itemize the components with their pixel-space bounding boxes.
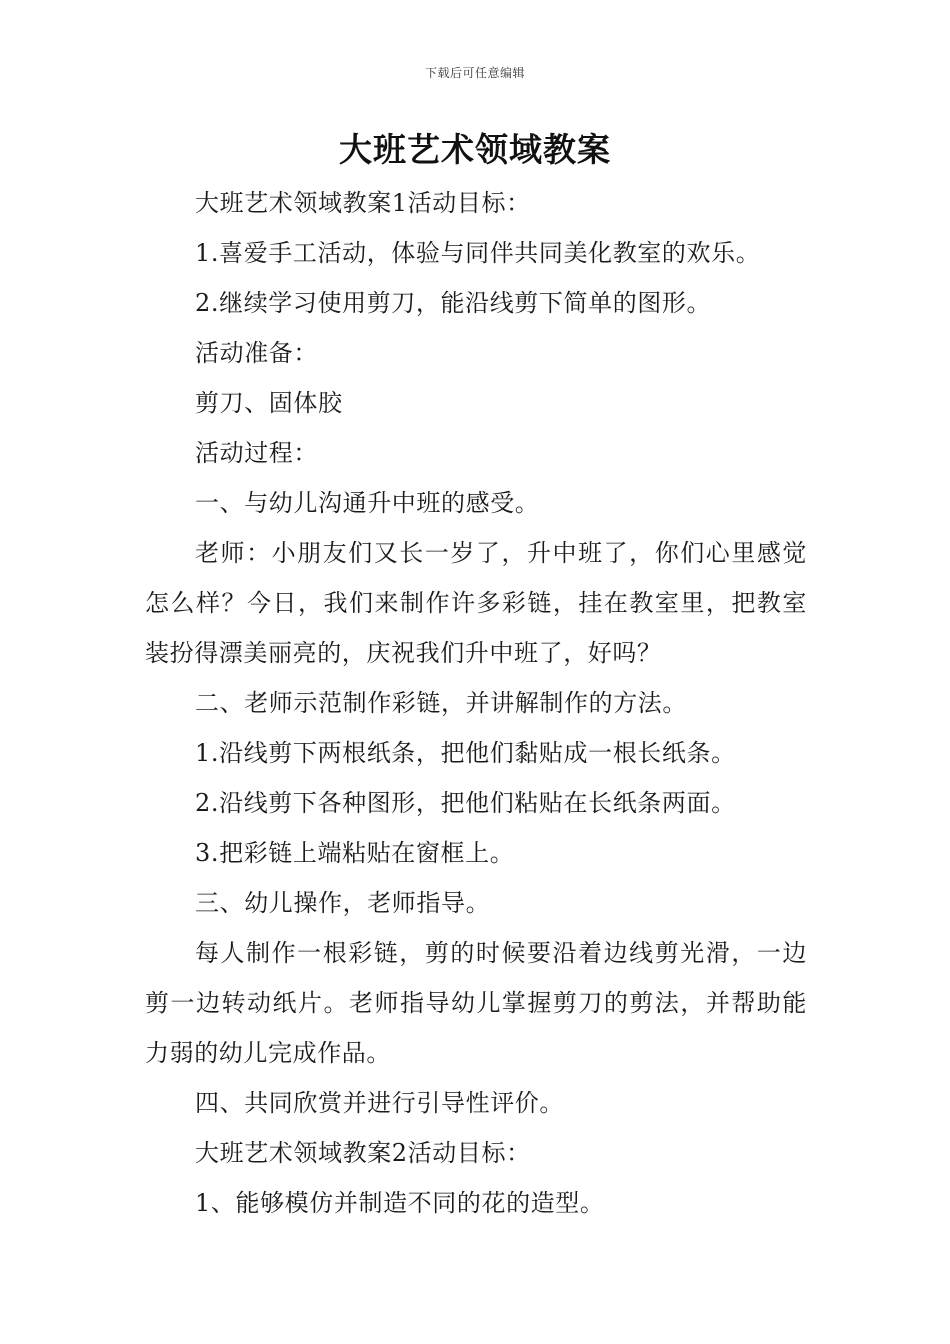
paragraph: 二、老师示范制作彩链，并讲解制作的方法。 (195, 689, 687, 717)
paragraph: 活动准备： (195, 339, 318, 367)
header-note: 下载后可任意编辑 (424, 66, 525, 80)
paragraph: 一、与幼儿沟通升中班的感受。 (195, 489, 540, 517)
paragraph: 大班艺术领域教案2活动目标： (195, 1139, 531, 1167)
paragraph: 三、幼儿操作，老师指导。 (195, 889, 491, 917)
paragraph: 剪刀、固体胶 (195, 389, 343, 417)
paragraph: 活动过程： (195, 439, 318, 467)
paragraph: 3.把彩链上端粘贴在窗框上。 (195, 839, 515, 867)
paragraph: 1.沿线剪下两根纸条，把他们黏贴成一根长纸条。 (195, 739, 736, 767)
paragraph: 2.继续学习使用剪刀，能沿线剪下简单的图形。 (195, 289, 712, 317)
paragraph: 四、共同欣赏并进行引导性评价。 (195, 1089, 564, 1117)
document-title: 大班艺术领域教案 (339, 130, 611, 169)
paragraph: 老师：小朋友们又长一岁了，升中班了，你们心里感觉怎么样？今日，我们来制作许多彩链，挂在教室里，把教室装扮得漂美丽亮的，庆祝我们升中班了，好吗？ (145, 539, 807, 667)
paragraph: 1、能够模仿并制造不同的花的造型。 (195, 1189, 605, 1217)
paragraph: 1.喜爱手工活动，体验与同伴共同美化教室的欢乐。 (195, 239, 761, 267)
paragraph: 2.沿线剪下各种图形，把他们粘贴在长纸条两面。 (195, 789, 736, 817)
paragraph: 每人制作一根彩链，剪的时候要沿着边线剪光滑，一边剪一边转动纸片。老师指导幼儿掌握剪刀的剪法，并帮助能力弱的幼儿完成作品。 (145, 939, 807, 1067)
paragraph: 大班艺术领域教案1活动目标： (195, 189, 531, 217)
document-body (145, 178, 807, 1228)
